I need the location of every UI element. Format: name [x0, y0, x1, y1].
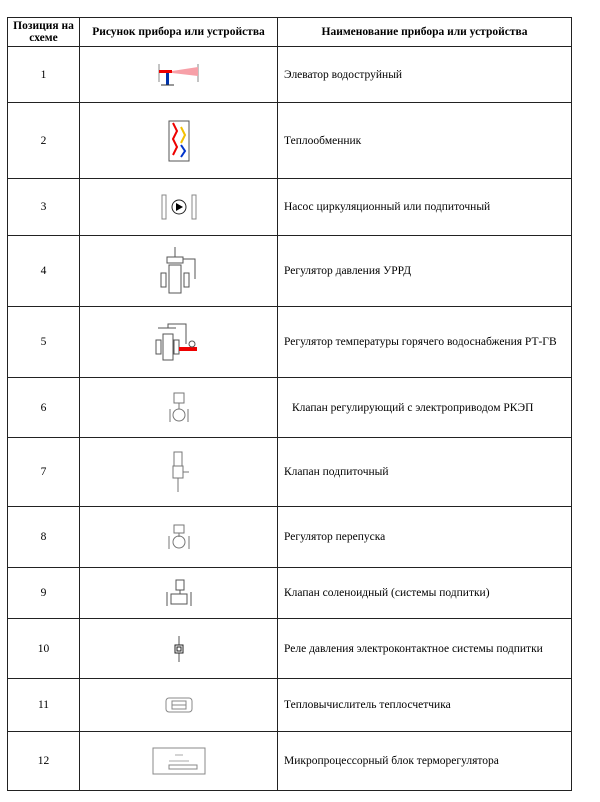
row-name: Элеватор водоструйный — [278, 47, 572, 103]
motorized-valve-icon — [167, 391, 191, 425]
header-picture: Рисунок прибора или устройства — [80, 18, 278, 47]
row-name: Микропроцессорный блок терморегулятора — [278, 732, 572, 791]
row-position: 11 — [8, 679, 80, 732]
row-name: Регулятор давления УРРД — [278, 236, 572, 307]
row-name: Регулятор температуры горячего водоснабжения РТ-ГВ — [278, 307, 572, 378]
row-name: Теплообменник — [278, 103, 572, 179]
row-position: 3 — [8, 179, 80, 236]
row-name: Реле давления электроконтактное системы подпитки — [278, 619, 572, 679]
row-name: Клапан подпиточный — [278, 438, 572, 507]
pressure-regulator-icon — [157, 245, 201, 297]
solenoid-valve-icon — [164, 578, 194, 608]
row-name: Тепловычислитель теплосчетчика — [278, 679, 572, 732]
pressure-switch-icon — [172, 634, 186, 664]
row-position: 5 — [8, 307, 80, 378]
table-row — [8, 307, 572, 378]
row-name: Клапан регулирующий с электроприводом РКЭП — [278, 378, 572, 438]
table-row — [8, 438, 572, 507]
table-header — [8, 18, 572, 47]
pump-icon — [159, 192, 199, 222]
row-position: 8 — [8, 507, 80, 568]
heat-calculator-icon — [164, 695, 194, 715]
row-name: Клапан соленоидный (системы подпитки) — [278, 568, 572, 619]
table-row — [8, 619, 572, 679]
row-position: 6 — [8, 378, 80, 438]
table-row — [8, 679, 572, 732]
row-position: 4 — [8, 236, 80, 307]
row-position: 2 — [8, 103, 80, 179]
row-position: 1 — [8, 47, 80, 103]
elevator-icon — [156, 62, 202, 88]
table-row — [8, 236, 572, 307]
temperature-regulator-icon — [154, 320, 204, 364]
table-row — [8, 47, 572, 103]
header-name: Наименование прибора или устройства — [278, 18, 572, 47]
row-position: 10 — [8, 619, 80, 679]
devices-table — [7, 17, 572, 791]
table-row — [8, 507, 572, 568]
row-name: Регулятор перепуска — [278, 507, 572, 568]
table-row — [8, 179, 572, 236]
row-position: 12 — [8, 732, 80, 791]
table-row — [8, 568, 572, 619]
table-row — [8, 378, 572, 438]
bypass-regulator-icon — [166, 522, 192, 552]
row-position: 7 — [8, 438, 80, 507]
table-row — [8, 103, 572, 179]
makeup-valve-icon — [167, 450, 191, 494]
table-row — [8, 732, 572, 791]
header-position: Позиция на схеме — [8, 18, 80, 47]
controller-unit-icon — [151, 746, 207, 776]
row-name: Насос циркуляционный или подпиточный — [278, 179, 572, 236]
heat-exchanger-icon — [167, 119, 191, 163]
row-position: 9 — [8, 568, 80, 619]
